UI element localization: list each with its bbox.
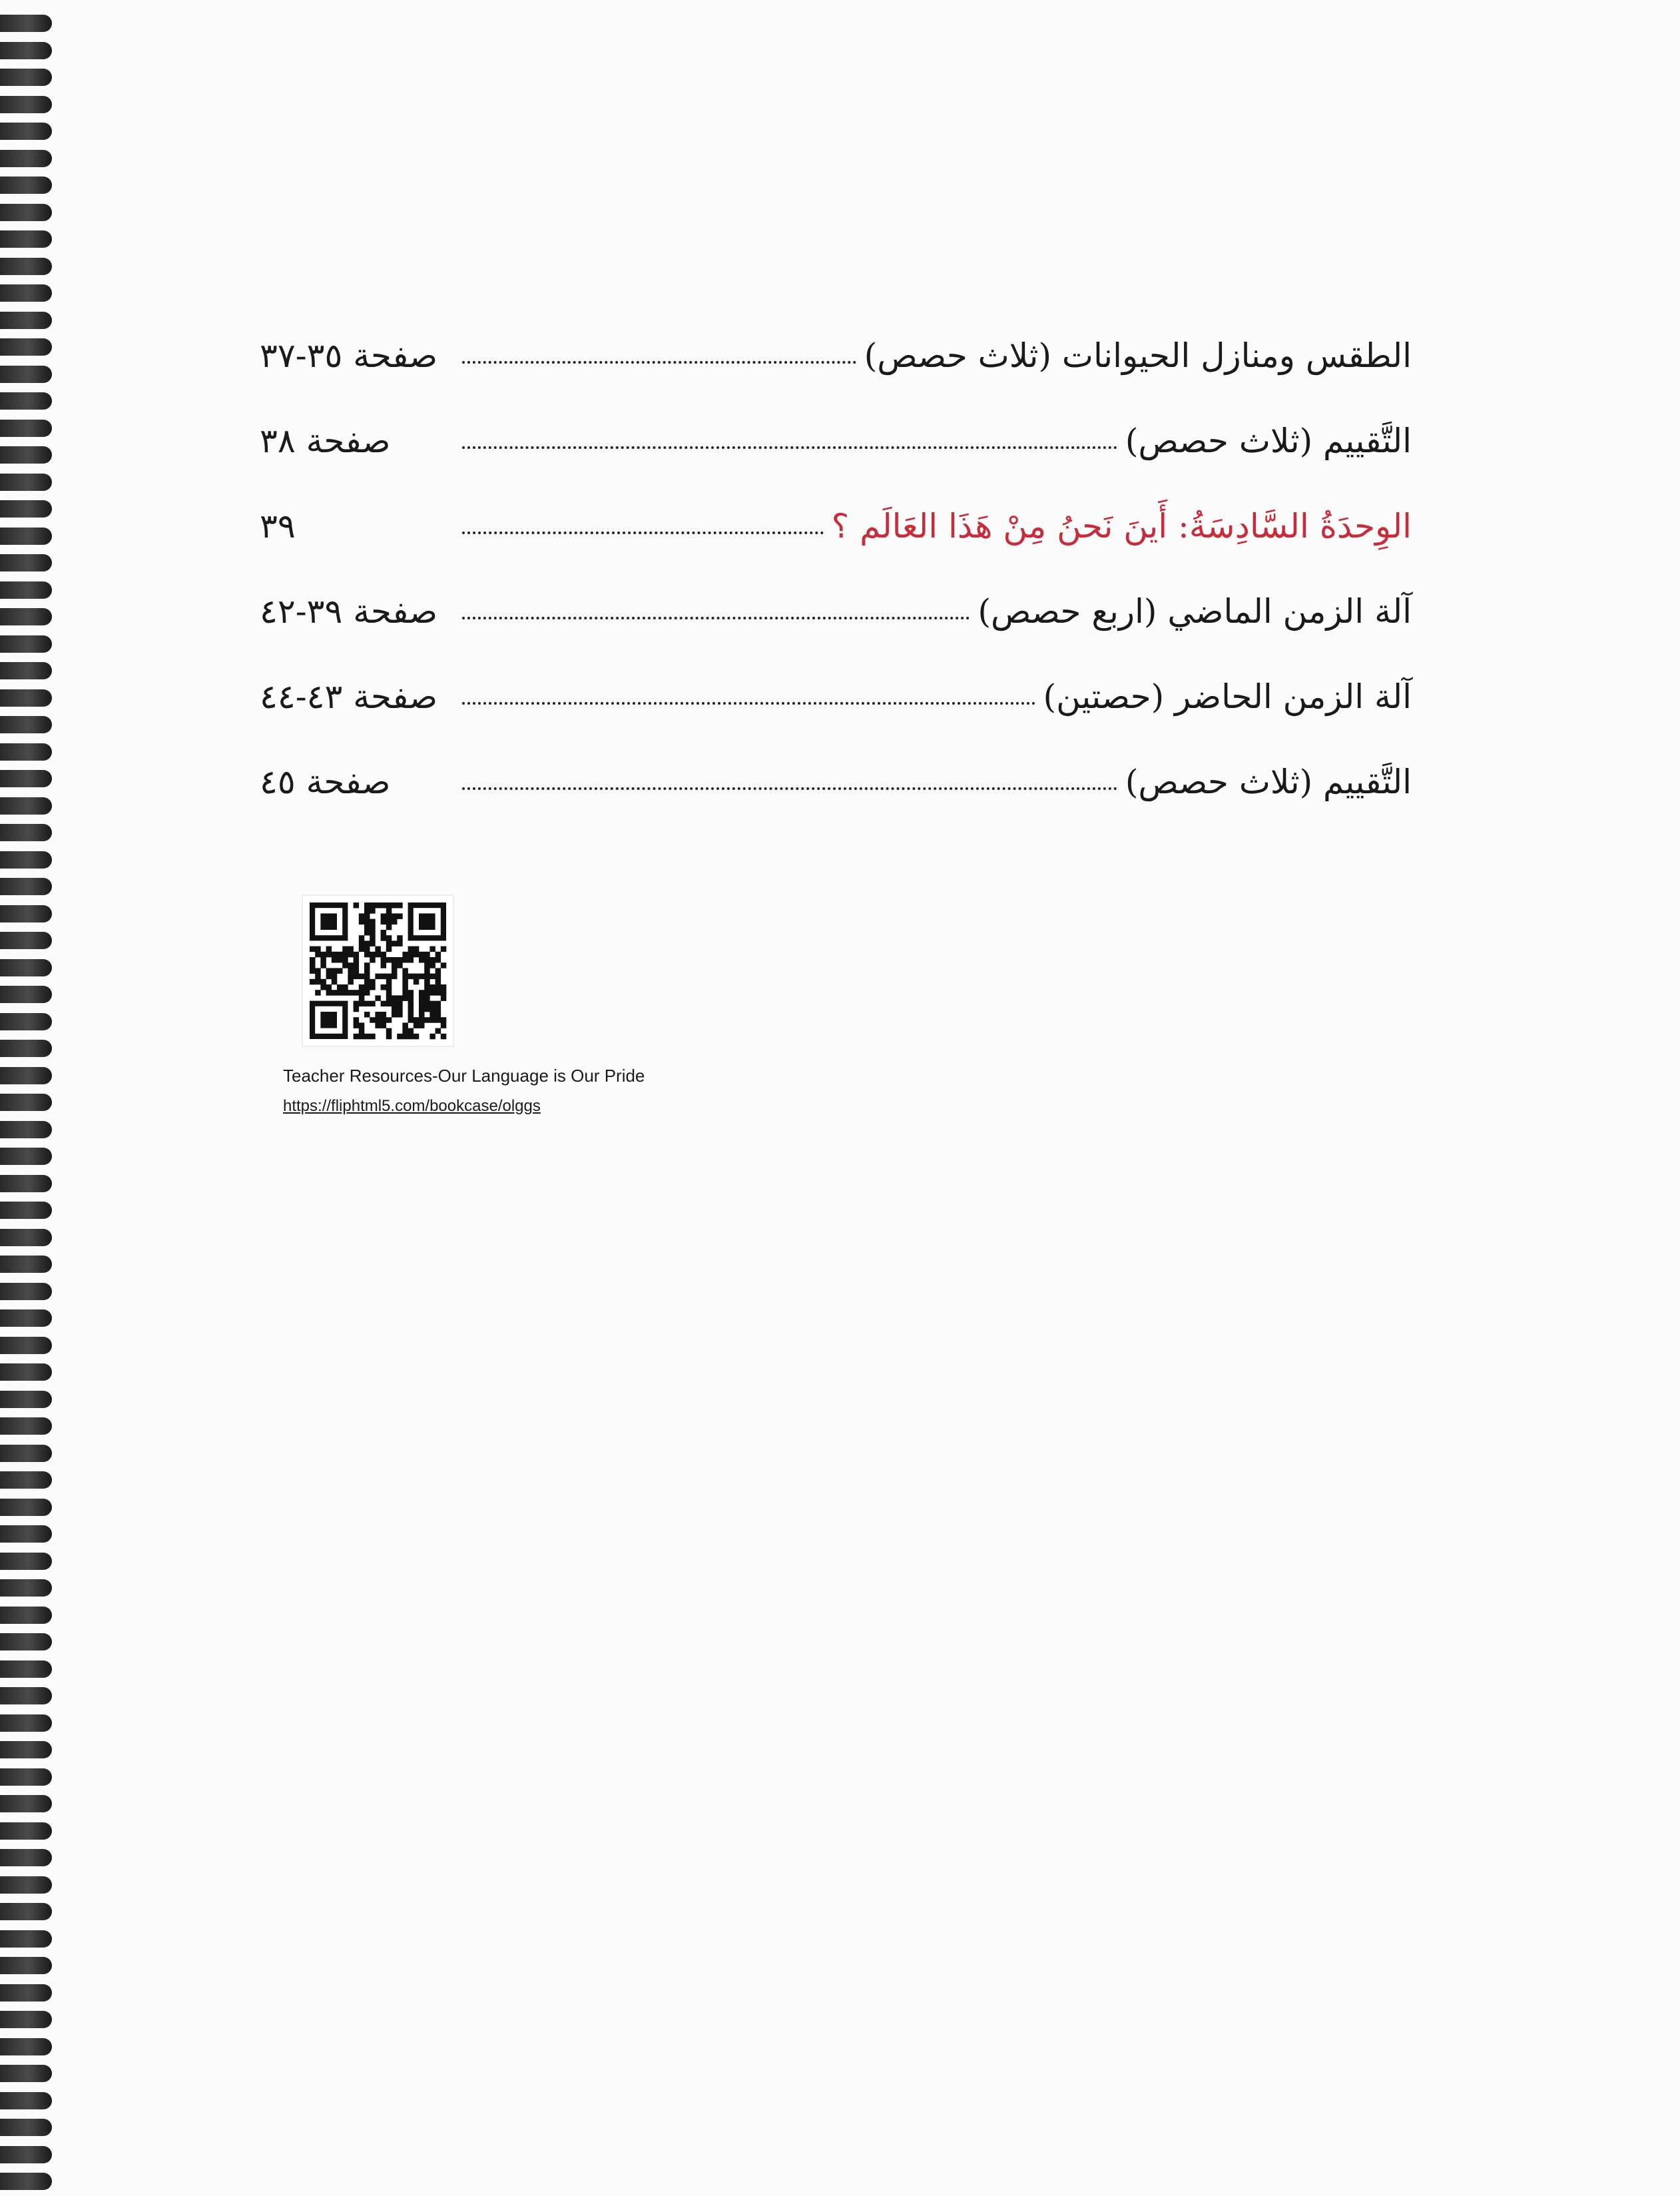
dot-leader: [462, 446, 1117, 449]
spiral-coil: [0, 420, 52, 437]
spiral-coil: [0, 1849, 52, 1866]
spiral-coil: [0, 1337, 52, 1354]
spiral-coil: [0, 2011, 52, 2028]
spiral-coil: [0, 42, 52, 59]
spiral-coil: [0, 1553, 52, 1570]
spiral-coil: [0, 2119, 52, 2136]
spiral-coil: [0, 2092, 52, 2109]
spiral-coil: [0, 635, 52, 653]
spiral-coil: [0, 1309, 52, 1327]
spiral-coil: [0, 1391, 52, 1408]
spiral-coil: [0, 1148, 52, 1165]
toc-entry-title: آلة الزمن الماضي (اربع حصص): [978, 592, 1412, 631]
toc-row-unit-six: [260, 484, 1412, 569]
spiral-coil: [0, 1957, 52, 1974]
qr-code-pattern: [303, 896, 453, 1046]
spiral-coil: [0, 1930, 52, 1948]
resources-link[interactable]: https://fliphtml5.com/bookcase/olggs: [283, 1097, 541, 1115]
spiral-coil: [0, 15, 52, 32]
spiral-coil: [0, 1445, 52, 1462]
spiral-coil: [0, 150, 52, 167]
spiral-coil: [0, 1633, 52, 1650]
toc-entry-page: صفحة ٣٨: [260, 422, 391, 460]
spiral-coil: [0, 258, 52, 275]
spiral-coil: [0, 1795, 52, 1812]
spiral-coil: [0, 1417, 52, 1435]
toc-entry-title: التَّقييم (ثلاث حصص): [1125, 763, 1412, 801]
spiral-coil: [0, 1579, 52, 1597]
toc-entry-title: الطقس ومنازل الحيوانات (ثلاث حصص): [864, 336, 1412, 375]
spiral-coil: [0, 1175, 52, 1192]
spiral-coil: [0, 716, 52, 733]
toc-entry-title: آلة الزمن الحاضر (حصتين): [1043, 677, 1412, 716]
dot-leader: [462, 702, 1035, 705]
toc-entry-page: صفحة ٤٥: [260, 763, 391, 801]
toc-entry-page: ٣٩: [260, 507, 296, 546]
spiral-coil: [0, 905, 52, 922]
spiral-coil: [0, 986, 52, 1003]
spiral-coil: [0, 1687, 52, 1704]
spiral-coil: [0, 959, 52, 976]
spiral-coil: [0, 1714, 52, 1732]
spiral-coil: [0, 608, 52, 625]
spiral-coil: [0, 338, 52, 356]
spiral-coil: [0, 1202, 52, 1219]
spiral-coil: [0, 500, 52, 518]
spiral-coil: [0, 284, 52, 302]
spiral-coil: [0, 932, 52, 949]
dot-leader: [462, 787, 1117, 790]
spiral-coil: [0, 69, 52, 86]
toc-row-assessment-2: [260, 739, 1412, 825]
spiral-coil: [0, 1876, 52, 1894]
spiral-coil: [0, 1768, 52, 1786]
spiral-coil: [0, 312, 52, 329]
table-of-contents: [260, 313, 1412, 825]
resources-caption: Teacher Resources-Our Language is Our Pride: [283, 1066, 645, 1086]
spiral-coil: [0, 554, 52, 571]
spiral-coil: [0, 2038, 52, 2055]
spiral-coil: [0, 797, 52, 815]
unit-heading: الوِحدَةُ السَّادِسَةُ: أَينَ نَحنُ مِنْ هَذَا العَالَم ؟: [831, 507, 1412, 546]
spiral-coil: [0, 1256, 52, 1273]
spiral-coil: [0, 204, 52, 221]
toc-entry-title: التَّقييم (ثلاث حصص): [1125, 422, 1412, 460]
spiral-coil: [0, 1499, 52, 1516]
spiral-coil: [0, 878, 52, 895]
spiral-coil: [0, 1741, 52, 1758]
dot-leader: [462, 361, 856, 364]
spiral-binding: [0, 0, 63, 2196]
spiral-coil: [0, 96, 52, 113]
qr-code[interactable]: [303, 896, 453, 1046]
spiral-coil: [0, 1822, 52, 1840]
spiral-coil: [0, 392, 52, 410]
spiral-coil: [0, 177, 52, 194]
toc-row-assessment-1: [260, 398, 1412, 484]
spiral-coil: [0, 230, 52, 248]
spiral-coil: [0, 2065, 52, 2082]
spiral-coil: [0, 1067, 52, 1084]
spiral-coil: [0, 1607, 52, 1624]
spiral-coil: [0, 851, 52, 869]
spiral-coil: [0, 366, 52, 383]
spiral-coil: [0, 1229, 52, 1246]
toc-entry-page: صفحة ٤٣-٤٤: [260, 677, 438, 716]
spiral-coil: [0, 662, 52, 679]
spiral-coil: [0, 1660, 52, 1678]
spiral-coil: [0, 2173, 52, 2190]
spiral-coil: [0, 689, 52, 707]
spiral-coil: [0, 1903, 52, 1920]
toc-entry-page: صفحة ٣٥-٣٧: [260, 336, 438, 375]
toc-row-past-time-machine: [260, 569, 1412, 654]
spiral-coil: [0, 528, 52, 545]
spiral-coil: [0, 2146, 52, 2163]
spiral-coil: [0, 1363, 52, 1381]
spiral-coil: [0, 123, 52, 140]
dot-leader: [462, 617, 970, 619]
spiral-coil: [0, 743, 52, 761]
spiral-coil: [0, 1094, 52, 1111]
spiral-coil: [0, 1283, 52, 1300]
spiral-coil: [0, 1471, 52, 1489]
dot-leader: [462, 532, 824, 534]
spiral-coil: [0, 474, 52, 491]
toc-entry-page: صفحة ٣٩-٤٢: [260, 592, 438, 631]
spiral-coil: [0, 770, 52, 787]
spiral-coil: [0, 581, 52, 599]
toc-row-weather: [260, 313, 1412, 398]
spiral-coil: [0, 824, 52, 841]
toc-row-present-time-machine: [260, 654, 1412, 739]
spiral-coil: [0, 1013, 52, 1030]
spiral-coil: [0, 1121, 52, 1138]
spiral-coil: [0, 1984, 52, 2002]
spiral-coil: [0, 1525, 52, 1543]
spiral-coil: [0, 1040, 52, 1057]
spiral-coil: [0, 446, 52, 464]
